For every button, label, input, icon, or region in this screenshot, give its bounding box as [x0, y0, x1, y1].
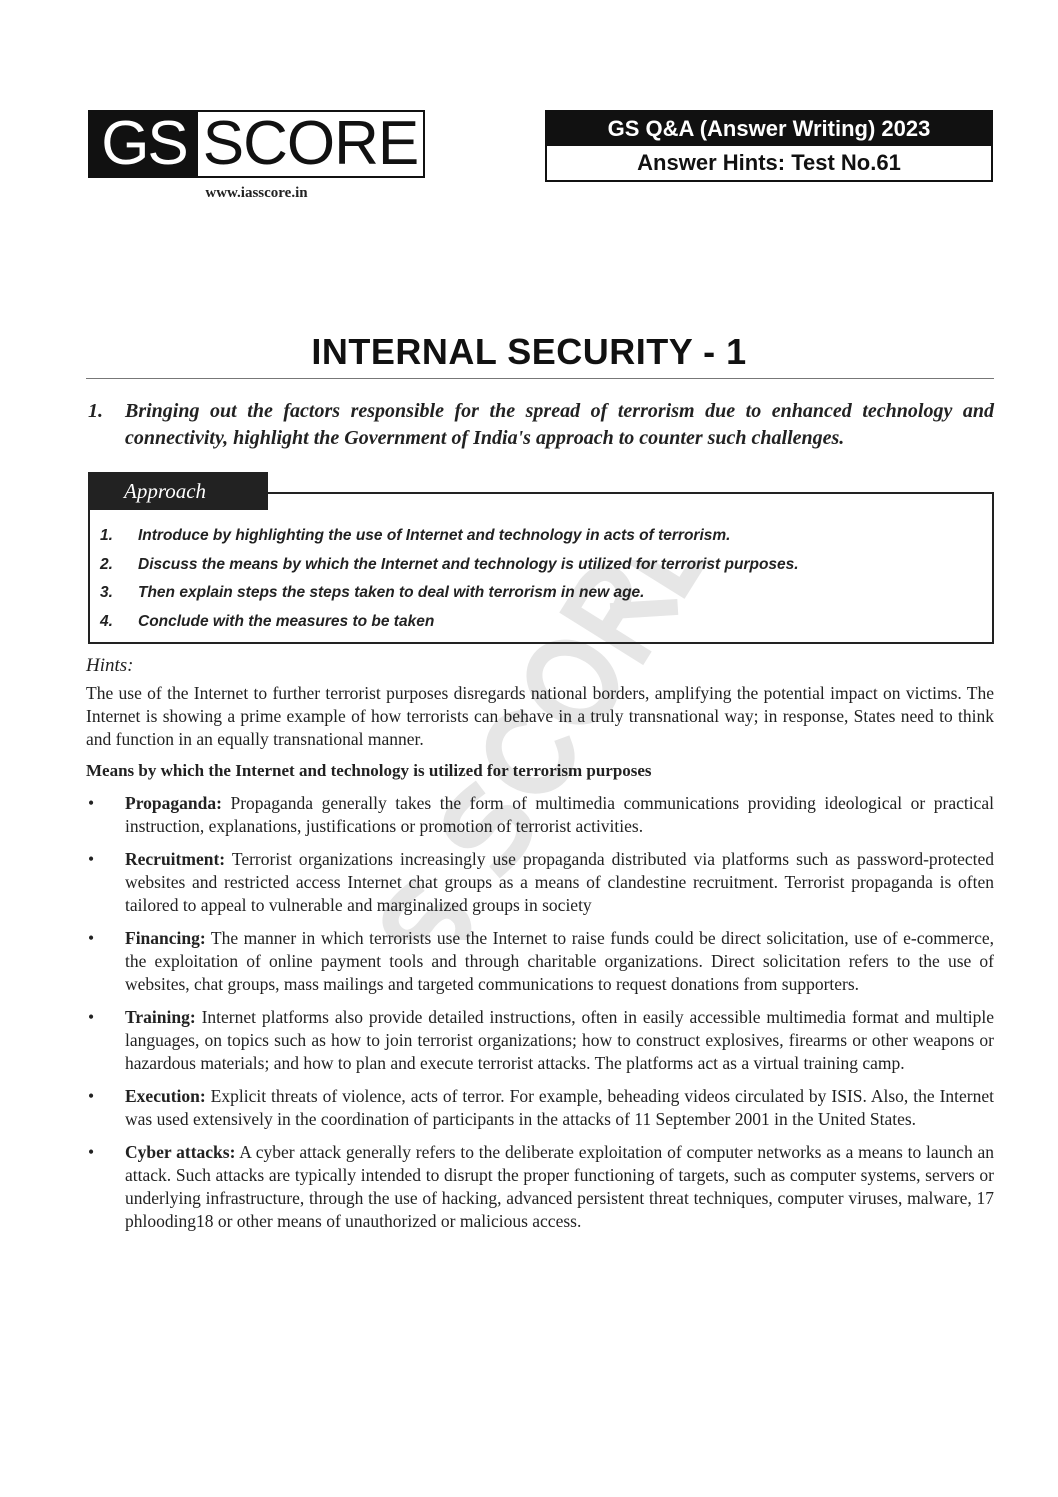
bullet-term: Training:: [125, 1007, 196, 1027]
bullet-icon: •: [88, 849, 95, 869]
question-text: Bringing out the factors responsible for the spread of terrorism due to enhanced technology and connectivity, highlight the Government of India's approach to counter such challenges.: [125, 400, 994, 449]
bullet-term: Execution:: [125, 1086, 206, 1106]
bullet-term: Financing:: [125, 928, 206, 948]
series-title: GS Q&A (Answer Writing) 2023: [547, 112, 991, 146]
approach-section: [88, 472, 994, 644]
bullet-text: The manner in which terrorists use the Internet to raise funds could be direct solicitation, use of e-commerce, the exploitation of online payment tools and through charitable organizations. Direct solicitation refers to the use of websites, chat groups, mass mailings and targeted communications to request donations from supporters.: [125, 928, 994, 994]
gs-score-logo: [88, 110, 425, 178]
approach-label: Approach: [88, 472, 268, 510]
subheading: Means by which the Internet and technology is utilized for terrorism purposes: [86, 761, 652, 780]
bullet-item: [86, 848, 994, 917]
bullet-item: [86, 927, 994, 996]
bullet-icon: •: [88, 1007, 95, 1027]
approach-item: [100, 579, 982, 608]
hints-heading: Hints:: [86, 655, 134, 676]
bullet-icon: •: [88, 793, 95, 813]
bullet-term: Cyber attacks:: [125, 1142, 236, 1162]
bullet-item: [86, 1006, 994, 1075]
logo-score: SCORE: [202, 109, 419, 178]
main-content: [86, 398, 994, 1233]
item-text: Conclude with the measures to be taken: [138, 612, 435, 630]
bullet-icon: •: [88, 1142, 95, 1162]
bullet-text: Internet platforms also provide detailed instructions, often in easily accessible multimedia format and multiple languages, on topics such as how to join terrorist organizations; how to construct explosives, firearms or other weapons or hazardous materials; and how to plan and execute terrorist attacks. The platforms act as a virtual training camp.: [125, 1007, 994, 1073]
approach-item: [100, 551, 982, 580]
item-text: Introduce by highlighting the use of Internet and technology in acts of terrorism.: [138, 527, 731, 544]
question: [86, 398, 994, 452]
logo-gs: GS: [90, 112, 198, 176]
test-number: Answer Hints: Test No.61: [637, 150, 901, 175]
approach-box: [88, 492, 994, 644]
bullet-item: [86, 1085, 994, 1131]
page-title: INTERNAL SECURITY - 1: [311, 331, 747, 372]
item-number: 1.: [100, 527, 113, 544]
item-text: Discuss the means by which the Internet and technology is utilized for terrorist purposes.: [138, 555, 799, 573]
bullet-text: Terrorist organizations increasingly use propaganda distributed via platforms such as password-protected websites and restricted access Internet chat groups as a means of clandestine recruitment. Terrorist propaganda is often tailored to appeal to vulnerable and marginalized groups in society: [125, 849, 994, 915]
approach-item: [100, 608, 982, 637]
item-number: 4.: [100, 612, 113, 630]
item-text: Then explain steps the steps taken to deal with terrorism in new age.: [138, 584, 645, 601]
bullet-text: Explicit threats of violence, acts of terror. For example, beheading videos circulated by ISIS. Also, the Internet was used extensively in the coordination of participants in the attacks of 11 September 2001 in the United States.: [125, 1086, 994, 1129]
bullet-icon: •: [88, 928, 95, 948]
bullet-text: A cyber attack generally refers to the deliberate exploitation of computer networks as a means to launch an attack. Such attacks are typically intended to disrupt the proper functioning of targets, such as computer systems, servers or underlying infrastructure, through the use of hacking, advanced persistent threat techniques, computer viruses, malware, 17 phlooding18 or other means of unauthorized or malicious access.: [125, 1142, 994, 1231]
item-number: 3.: [100, 584, 113, 601]
question-number: 1.: [88, 400, 103, 422]
bullet-term: Propaganda:: [125, 793, 222, 813]
bullet-text: Propaganda generally takes the form of multimedia communications providing ideological or practical instruction, explanations, justifications or promotion of terrorist activities.: [125, 793, 994, 836]
intro-paragraph: The use of the Internet to further terrorist purposes disregards national borders, amplifying the potential impact on victims. The Internet is showing a prime example of how terrorists can behave in a truly transnational way; in response, States need to think and function in an equally transnational manner.: [86, 683, 994, 749]
bullet-icon: •: [88, 1086, 95, 1106]
bullet-item: [86, 792, 994, 838]
approach-item: [100, 522, 982, 551]
website-url[interactable]: www.iasscore.in: [205, 185, 308, 201]
bullet-term: Recruitment:: [125, 849, 226, 869]
item-number: 2.: [100, 555, 113, 573]
divider: [86, 378, 994, 379]
test-info-box: [545, 110, 993, 182]
bullet-item: [86, 1141, 994, 1233]
